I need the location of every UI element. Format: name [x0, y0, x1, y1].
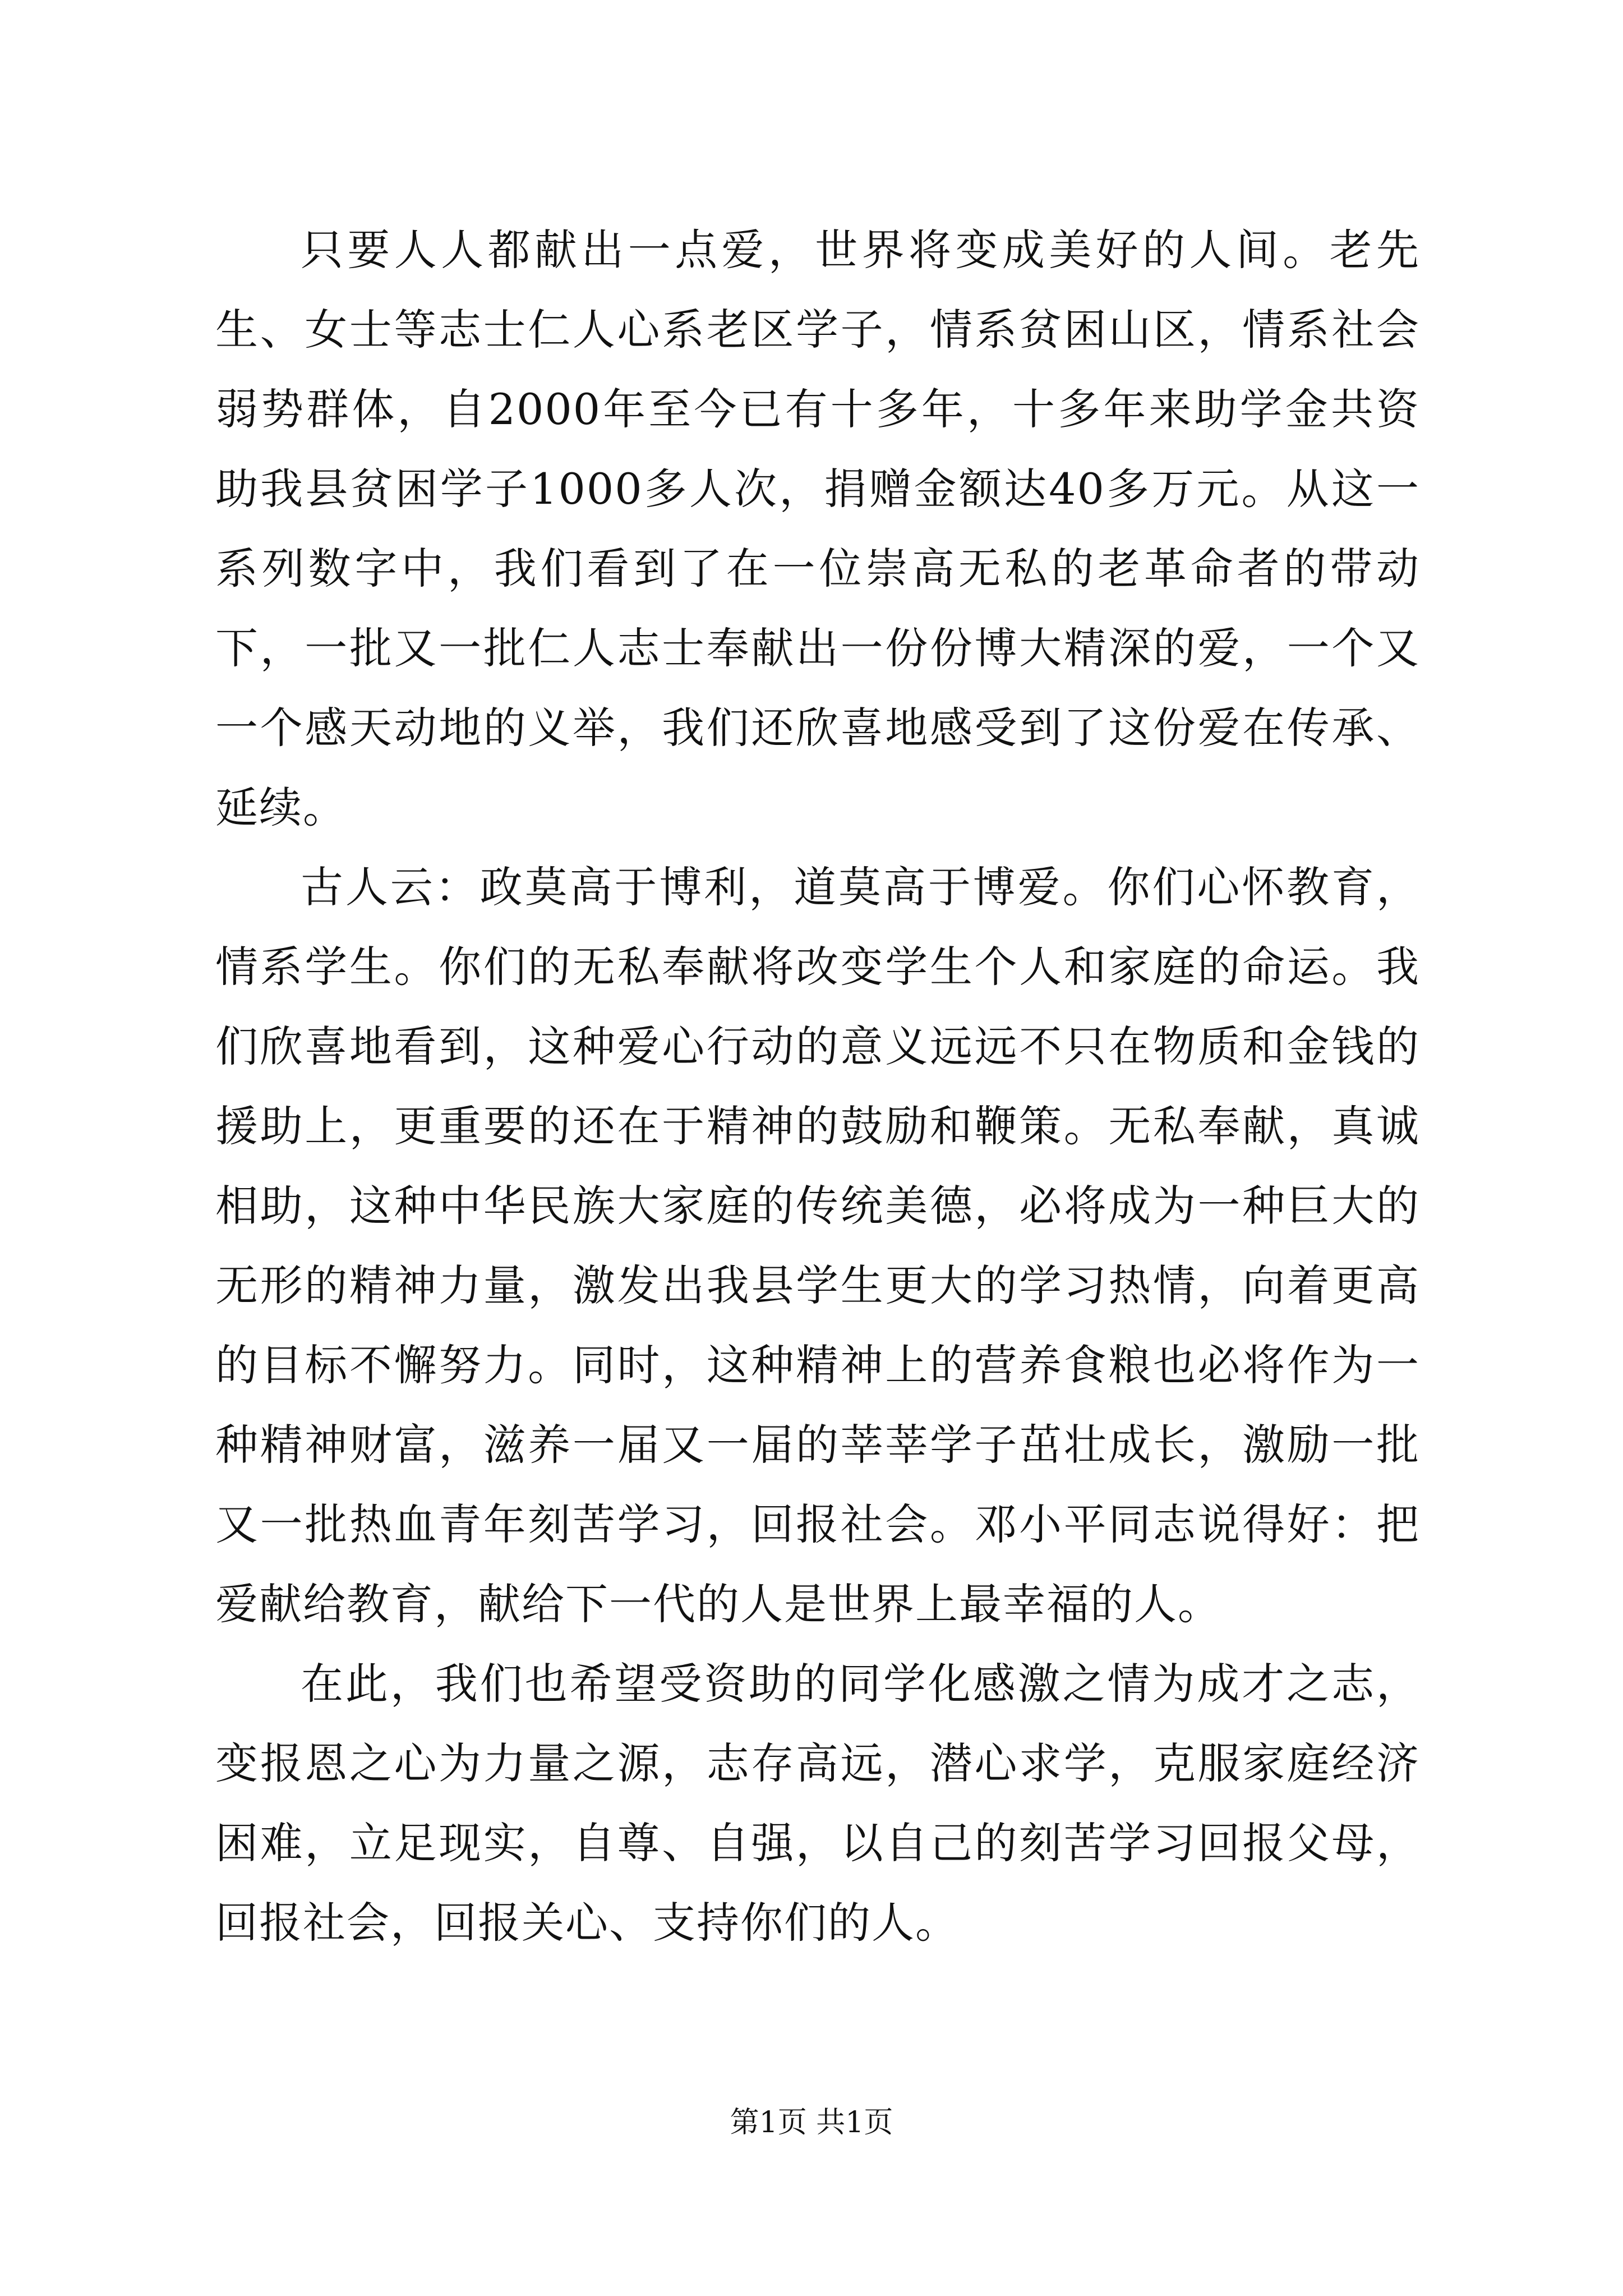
page-number-footer: 第1页 共1页 — [730, 2106, 893, 2139]
paragraph-1: 只要人人都献出一点爱，世界将变成美好的人间。老先生、女士等志士仁人心系老区学子，情系贫困山区，情系社会弱势群体，自2000年至今已有十多年，十多年来助学金共资助我县贫困学子1000多人次，捐赠金额达40多万元。从这一系列数字中，我们看到了在一位崇高无私的老革命者的带动下，一批又一批仁人志士奉献出一份份博大精深的爱，一个又一个感天动地的义举，我们还欣喜地感受到了这份爱在传承、延续。 — [215, 225, 1420, 832]
document-body — [215, 210, 1420, 1963]
paragraph-3: 在此，我们也希望受资助的同学化感激之情为成才之志，变报恩之心为力量之源，志存高远，潜心求学，克服家庭经济困难，立足现实，自尊、自强，以自己的刻苦学习回报父母，回报社会，回报关心、支持你们的人。 — [215, 1659, 1420, 1948]
paragraph-2: 古人云：政莫高于博利，道莫高于博爱。你们心怀教育，情系学生。你们的无私奉献将改变学生个人和家庭的命运。我们欣喜地看到，这种爱心行动的意义远远不只在物质和金钱的援助上，更重要的还在于精神的鼓励和鞭策。无私奉献，真诚相助，这种中华民族大家庭的传统美德，必将成为一种巨大的无形的精神力量，激发出我县学生更大的学习热情，向着更高的目标不懈努力。同时，这种精神上的营养食粮也必将作为一种精神财富，滋养一届又一届的莘莘学子茁壮成长，激励一批又一批热血青年刻苦学习，回报社会。邓小平同志说得好：把爱献给教育，献给下一代的人是世界上最幸福的人。 — [215, 862, 1420, 1629]
